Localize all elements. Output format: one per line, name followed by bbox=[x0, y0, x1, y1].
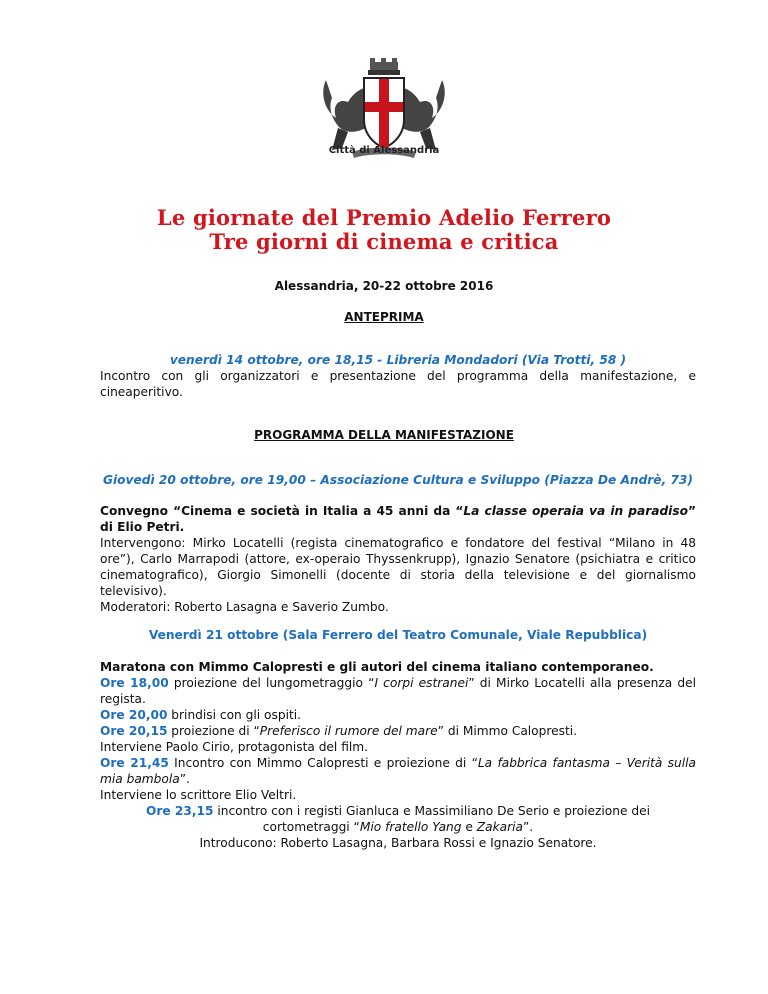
item-film-title: Mio fratello Yang bbox=[359, 820, 462, 834]
day2-section bbox=[100, 627, 696, 643]
day1-moderators: Moderatori: Roberto Lasagna e Saverio Zumbo. bbox=[100, 600, 389, 614]
day1-section bbox=[100, 472, 696, 488]
item-text-end: ” di Mirko Locatelli alla presenza del regista. bbox=[100, 676, 696, 706]
day1-when-where: Giovedì 20 ottobre, ore 19,00 – Associazione Cultura e Sviluppo (Piazza De Andrè, 73) bbox=[103, 473, 693, 487]
anteprima-description: Incontro con gli organizzatori e presentazione del programma della manifestazione, e cineaperitivo. bbox=[100, 369, 696, 399]
crest-caption: Città di Alessandria bbox=[328, 145, 440, 156]
event-title: Le giornate del Premio Adelio Ferrero bbox=[156, 205, 612, 230]
item-text-end: ”. bbox=[522, 820, 534, 834]
item-time: Ore 20,15 bbox=[100, 724, 168, 738]
day1-speakers: Intervengono: Mirko Locatelli (regista cinematografico e fondatore del festival “Milano in 48 ore”), Carlo Marrapodi (attore, ex-operaio Thyssenkrupp), Ignazio Senatore (psichiatra e critico cinematografico), Giorgio Simonelli (docente di storia della televisione e del giornalismo televisivo). bbox=[100, 536, 696, 598]
day2-details bbox=[100, 659, 696, 851]
program-item bbox=[100, 707, 696, 723]
item-text-mid: e bbox=[461, 820, 477, 834]
anteprima-when-where: venerdì 14 ottobre, ore 18,15 - Libreria Mondadori (Via Trotti, 58 ) bbox=[169, 353, 627, 367]
day2-introducers: Introducono: Roberto Lasagna, Barbara Rossi e Ignazio Senatore. bbox=[199, 836, 597, 850]
anteprima-heading: ANTEPRIMA bbox=[344, 310, 424, 324]
convegno-film-title: La classe operaia va in paradiso bbox=[463, 504, 688, 518]
programma-heading: PROGRAMMA DELLA MANIFESTAZIONE bbox=[254, 428, 514, 442]
item-time: Ore 23,15 bbox=[146, 804, 214, 818]
program-item bbox=[100, 755, 696, 787]
item-film-title: Zakaria bbox=[476, 820, 523, 834]
day1-details bbox=[100, 503, 696, 615]
convegno-suffix: ” di Elio Petri. bbox=[100, 504, 696, 534]
event-dates: Alessandria, 20-22 ottobre 2016 bbox=[274, 279, 494, 293]
item-text-end: ”. bbox=[179, 772, 190, 786]
item-text: incontro con i registi Gianluca e Massimiliano De Serio e proiezione dei cortometraggi “ bbox=[213, 804, 650, 834]
program-note: Interviene Paolo Cirio, protagonista del film. bbox=[100, 740, 368, 754]
item-film-title: La fabbrica fantasma – Verità sulla mia bambola bbox=[100, 756, 696, 786]
convegno-prefix: Convegno “Cinema e società in Italia a 45 anni da “ bbox=[100, 504, 464, 518]
item-text: proiezione di “ bbox=[167, 724, 260, 738]
day2-when-where: Venerdì 21 ottobre (Sala Ferrero del Teatro Comunale, Viale Repubblica) bbox=[148, 628, 648, 642]
item-text: brindisi con gli ospiti. bbox=[167, 708, 302, 722]
item-text-end: ” di Mimmo Calopresti. bbox=[437, 724, 578, 738]
item-film-title: I corpi estranei bbox=[374, 676, 469, 690]
anteprima-section bbox=[100, 352, 696, 400]
program-item bbox=[100, 803, 696, 835]
item-text: proiezione del lungometraggio “ bbox=[168, 676, 375, 690]
item-film-title: Preferisco il rumore del mare bbox=[259, 724, 438, 738]
day2-headline: Maratona con Mimmo Calopresti e gli autori del cinema italiano contemporaneo. bbox=[100, 660, 654, 674]
item-time: Ore 21,45 bbox=[100, 756, 169, 770]
item-time: Ore 20,00 bbox=[100, 708, 168, 722]
day1-convegno bbox=[100, 503, 696, 535]
event-subtitle: Tre giorni di cinema e critica bbox=[209, 229, 559, 254]
item-text: Incontro con Mimmo Calopresti e proiezione di “ bbox=[168, 756, 478, 770]
program-item bbox=[100, 675, 696, 707]
program-note: Interviene lo scrittore Elio Veltri. bbox=[100, 788, 297, 802]
item-time: Ore 18,00 bbox=[100, 676, 169, 690]
program-item bbox=[100, 723, 696, 739]
